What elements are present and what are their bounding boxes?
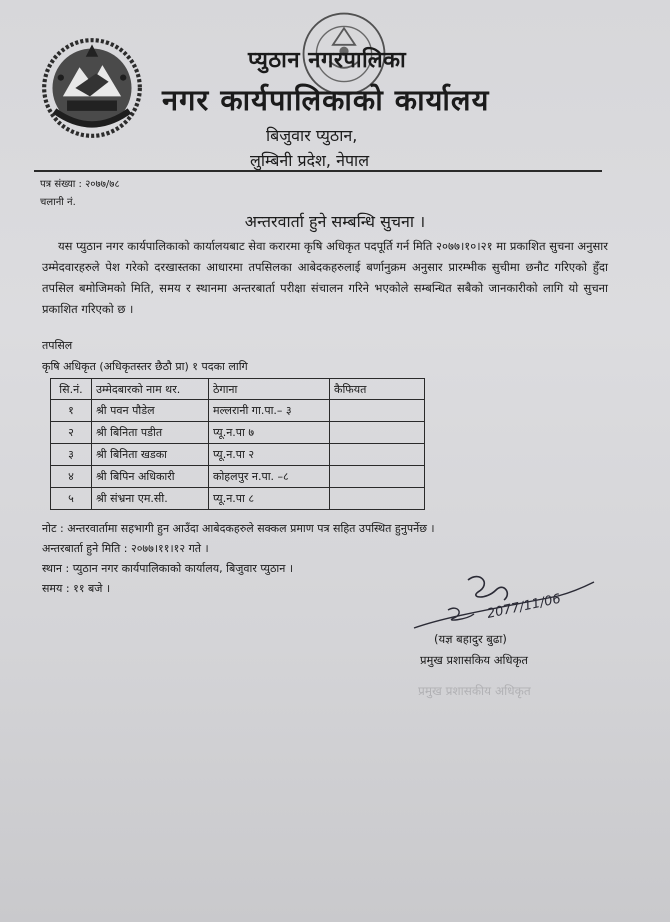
table-row — [51, 422, 425, 444]
letter-number: पत्र संख्या : २०७७/७८ — [40, 179, 120, 190]
nepal-government-emblem-icon — [40, 36, 144, 140]
cell-address: मल्लरानी गा.पा.– ३ — [209, 400, 330, 422]
cell-address: प्यू.न.पा ८ — [209, 488, 330, 510]
cell-sn: ४ — [51, 466, 92, 488]
cell-sn: ३ — [51, 444, 92, 466]
handwritten-signature — [408, 570, 598, 640]
cell-remarks — [330, 444, 425, 466]
cell-address: कोहलपुर न.पा. –८ — [209, 466, 330, 488]
post-line: कृषि अधिकृत (अधिकृतस्तर छैठौ प्रा) १ पदका लागि — [42, 360, 248, 373]
cell-address: प्यू.न.पा ७ — [209, 422, 330, 444]
table-row — [51, 466, 425, 488]
table-row — [51, 488, 425, 510]
dispatch-number: चलानी नं. — [40, 197, 76, 208]
signatory-name: (यज्ञ बहादुर बुढा) — [434, 632, 507, 646]
table-row — [51, 400, 425, 422]
cell-remarks — [330, 422, 425, 444]
details-heading: तपसिल — [42, 339, 73, 352]
cell-name: श्री बिनिता पडीत — [92, 422, 209, 444]
notice-subject: अन्तरवार्ता हुने सम्बन्धि सुचना । — [244, 212, 426, 231]
cell-name: श्री बिपिन अधिकारी — [92, 466, 209, 488]
notice-body: यस प्युठान नगर कार्यपालिकाको कार्यालयबाट सेवा करारमा कृषि अधिकृत पदपूर्ति गर्न मिति २०७७।१०।२१ मा प्रकाशित सुचना अनुसार उम्मेदवारहरुले पेश गरेको दरखास्तका आधारमा तपसिलका आबेदकहरुलाई बर्णानुक्रम अनुसार प्रारम्भीक सुचीमा छनौट गरिएको हुँदा तपसिल बमोजिमको मिति, समय र स्थानमा अन्तरबार्ता परीक्षा संचालन गरिने भएकोले सम्बन्धित सबैको जानकारीको लागि यो सुचना प्रकाशित गरिएको छ । — [42, 239, 608, 316]
cell-address: प्यू.न.पा २ — [209, 444, 330, 466]
cell-remarks — [330, 400, 425, 422]
faded-stamp: प्रमुख प्रशासकीय अधिकृत — [418, 684, 531, 698]
table-header-row — [51, 379, 425, 400]
cell-sn: १ — [51, 400, 92, 422]
interview-venue: स्थान : प्युठान नगर कार्यपालिकाको कार्यालय, बिजुवार प्युठान । — [42, 562, 294, 575]
footer-notes — [42, 519, 435, 599]
signatory-title: प्रमुख प्रशासकिय अधिकृत — [420, 653, 528, 667]
table-row — [51, 444, 425, 466]
cell-sn: २ — [51, 422, 92, 444]
note-text: नोट : अन्तरवार्तामा सहभागी हुन आउँदा आबेदकहरुले सक्कल प्रमाण पत्र सहित उपस्थित हुनुपर्नेछ । — [42, 522, 435, 535]
signature-date: 2077/11/06 — [485, 591, 563, 622]
address-line-2: लुम्बिनी प्रदेश, नेपाल — [250, 151, 370, 170]
col-header-address: ठेगाना — [209, 379, 330, 400]
header-divider — [34, 170, 602, 172]
col-header-sn: सि.नं. — [51, 379, 92, 400]
office-title: नगर कार्यपालिकाको कार्यालय — [162, 83, 490, 117]
cell-sn: ५ — [51, 488, 92, 510]
cell-name: श्री पवन पौडेल — [92, 400, 209, 422]
interview-date: अन्तरबार्ता हुने मिति : २०७७।११।१२ गते । — [42, 542, 209, 555]
col-header-remarks: कैफियत — [330, 379, 425, 400]
cell-remarks — [330, 488, 425, 510]
interview-time: समय : ११ बजे । — [42, 582, 111, 595]
col-header-name: उम्मेदबारको नाम थर. — [92, 379, 209, 400]
address-line-1: बिजुवार प्युठान, — [266, 126, 358, 145]
cell-name: श्री बिनिता खडका — [92, 444, 209, 466]
candidates-table — [50, 378, 425, 510]
municipality-name: प्युठान नगरपालिका — [248, 48, 407, 73]
cell-name: श्री संभ्रना एम.सी. — [92, 488, 209, 510]
cell-remarks — [330, 466, 425, 488]
